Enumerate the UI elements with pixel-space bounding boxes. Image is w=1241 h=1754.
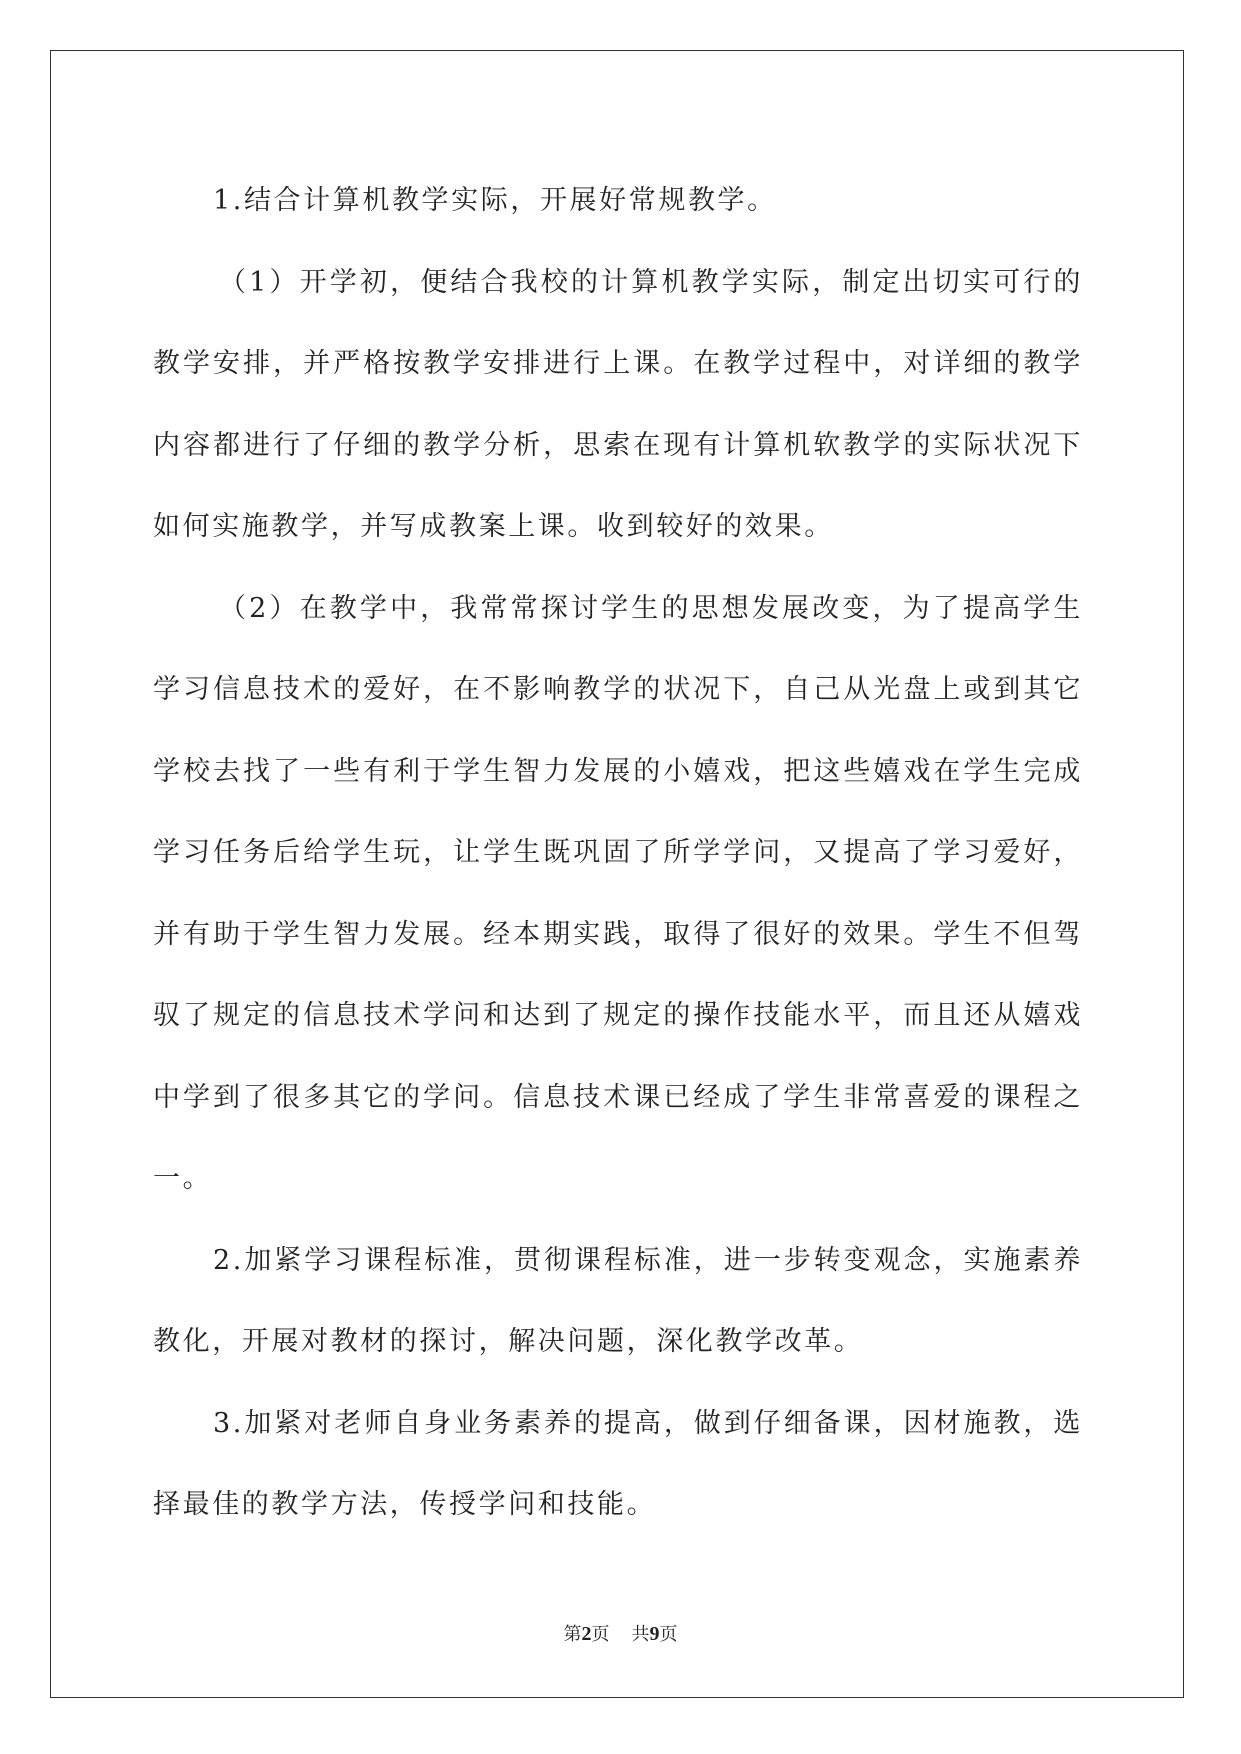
total-suffix: 页 [659, 1624, 678, 1645]
paragraph-2: （1）开学初，便结合我校的计算机教学实际，制定出切实可行的教学安排，并严格按教学安排进行上课。在教学过程中，对详细的教学内容都进行了仔细的教学分析，思索在现有计算机软教学的实际状况下如何实施教学，并写成教案上课。收到较好的效果。 [153, 266, 1083, 542]
current-page-number: 2 [581, 1623, 592, 1645]
page-footer [0, 1620, 1241, 1646]
paragraph-5: 3.加紧对老师自身业务素养的提高，做到仔细备课，因材施教，选择最佳的教学方法，传授学问和技能。 [153, 1407, 1083, 1520]
total-prefix: 共 [631, 1624, 650, 1645]
total-page-number: 9 [649, 1623, 660, 1645]
page-suffix: 页 [591, 1624, 610, 1645]
page-prefix: 第 [563, 1624, 582, 1645]
paragraph-1: 1.结合计算机教学实际，开展好常规教学。 [213, 185, 777, 216]
paragraph-3: （2）在教学中，我常常探讨学生的思想发展改变，为了提高学生学习信息技术的爱好，在不影响教学的状况下，自己从光盘上或到其它学校去找了一些有利于学生智力发展的小嬉戏，把这些嬉戏在学生完成学习任务后给学生玩，让学生既巩固了所学学问，又提高了学习爱好，并有助于学生智力发展。经本期实践，取得了很好的效果。学生不但驾驭了规定的信息技术学问和达到了规定的操作技能水平，而且还从嬉戏中学到了很多其它的学问。信息技术课已经成了学生非常喜爱的课程之一。 [153, 592, 1083, 1194]
document-body [153, 160, 1083, 1546]
paragraph-4: 2.加紧学习课程标准，贯彻课程标准，进一步转变观念，实施素养教化，开展对教材的探讨，解决问题，深化教学改革。 [153, 1244, 1083, 1357]
